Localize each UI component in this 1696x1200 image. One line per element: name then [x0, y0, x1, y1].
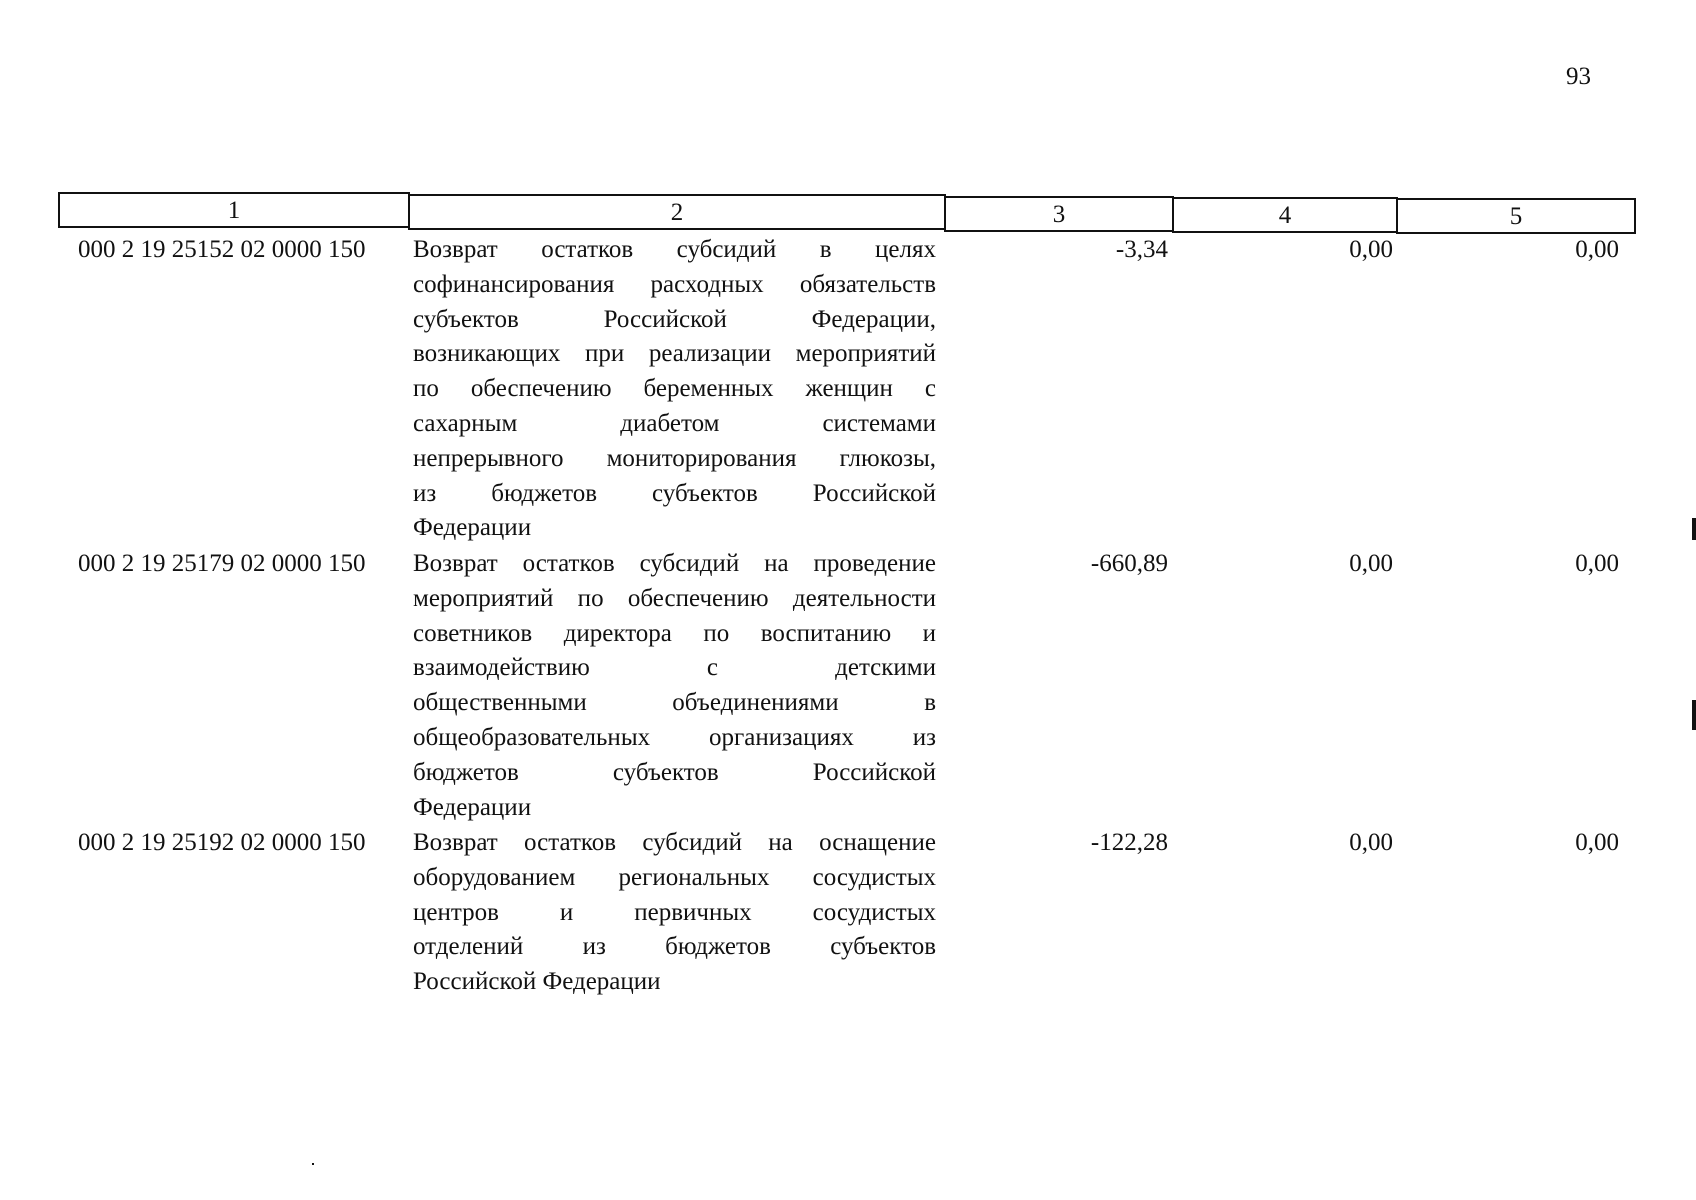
header-col-4: 4	[1172, 197, 1398, 233]
value-col-5: 0,00	[1575, 550, 1619, 577]
description-line: из бюджетов субъектов Российской	[413, 479, 936, 507]
description-line: сахарным диабетом системами	[413, 409, 936, 437]
value-col-3: -660,89	[1090, 550, 1168, 577]
description-line: отделений из бюджетов субъектов	[413, 933, 936, 961]
description-line: непрерывного мониторирования глюкозы,	[413, 444, 936, 472]
description-line: Федерации	[413, 514, 532, 542]
description-line: оборудованием региональных сосудистых	[413, 863, 936, 891]
description-line: советников директора по воспитанию и	[413, 619, 936, 647]
value-col-4: 0,00	[1349, 550, 1393, 577]
scan-mark	[312, 1163, 314, 1165]
scan-mark	[1692, 518, 1696, 540]
description-line: центров и первичных сосудистых	[413, 898, 936, 926]
row-description	[413, 547, 936, 825]
header-col-2: 2	[408, 194, 946, 230]
description-line: мероприятий по обеспечению деятельности	[413, 584, 936, 612]
description-line: возникающих при реализации мероприятий	[413, 340, 936, 368]
value-col-4: 0,00	[1349, 236, 1393, 263]
description-line: Федерации	[413, 793, 532, 821]
row-description	[413, 233, 936, 546]
value-col-3: -122,28	[1090, 829, 1168, 856]
value-col-3: -3,34	[1115, 236, 1168, 263]
description-line: Российской Федерации	[413, 968, 661, 996]
header-col-5: 5	[1396, 198, 1636, 234]
description-line: общественными объединениями в	[413, 689, 936, 717]
row-description	[413, 826, 936, 1000]
row-code: 000 2 19 25179 02 0000 150	[78, 550, 366, 577]
description-line: взаимодействию с детскими	[413, 654, 936, 682]
row-code: 000 2 19 25152 02 0000 150	[78, 236, 366, 263]
description-line: Возврат остатков субсидий в целях	[413, 236, 936, 263]
value-col-4: 0,00	[1349, 829, 1393, 856]
description-line: софинансирования расходных обязательств	[413, 270, 936, 298]
header-col-3: 3	[944, 196, 1174, 232]
description-line: по обеспечению беременных женщин с	[413, 375, 936, 403]
description-line: бюджетов субъектов Российской	[413, 758, 936, 786]
header-col-1: 1	[58, 192, 410, 228]
value-col-5: 0,00	[1575, 236, 1619, 263]
description-line: общеобразовательных организациях из	[413, 723, 936, 751]
value-col-5: 0,00	[1575, 829, 1619, 856]
page-number: 93	[1566, 63, 1591, 90]
description-line: Возврат остатков субсидий на проведение	[413, 550, 936, 577]
description-line: Возврат остатков субсидий на оснащение	[413, 829, 936, 856]
row-code: 000 2 19 25192 02 0000 150	[78, 829, 366, 856]
description-line: субъектов Российской Федерации,	[413, 305, 936, 333]
scan-mark	[1692, 700, 1696, 730]
